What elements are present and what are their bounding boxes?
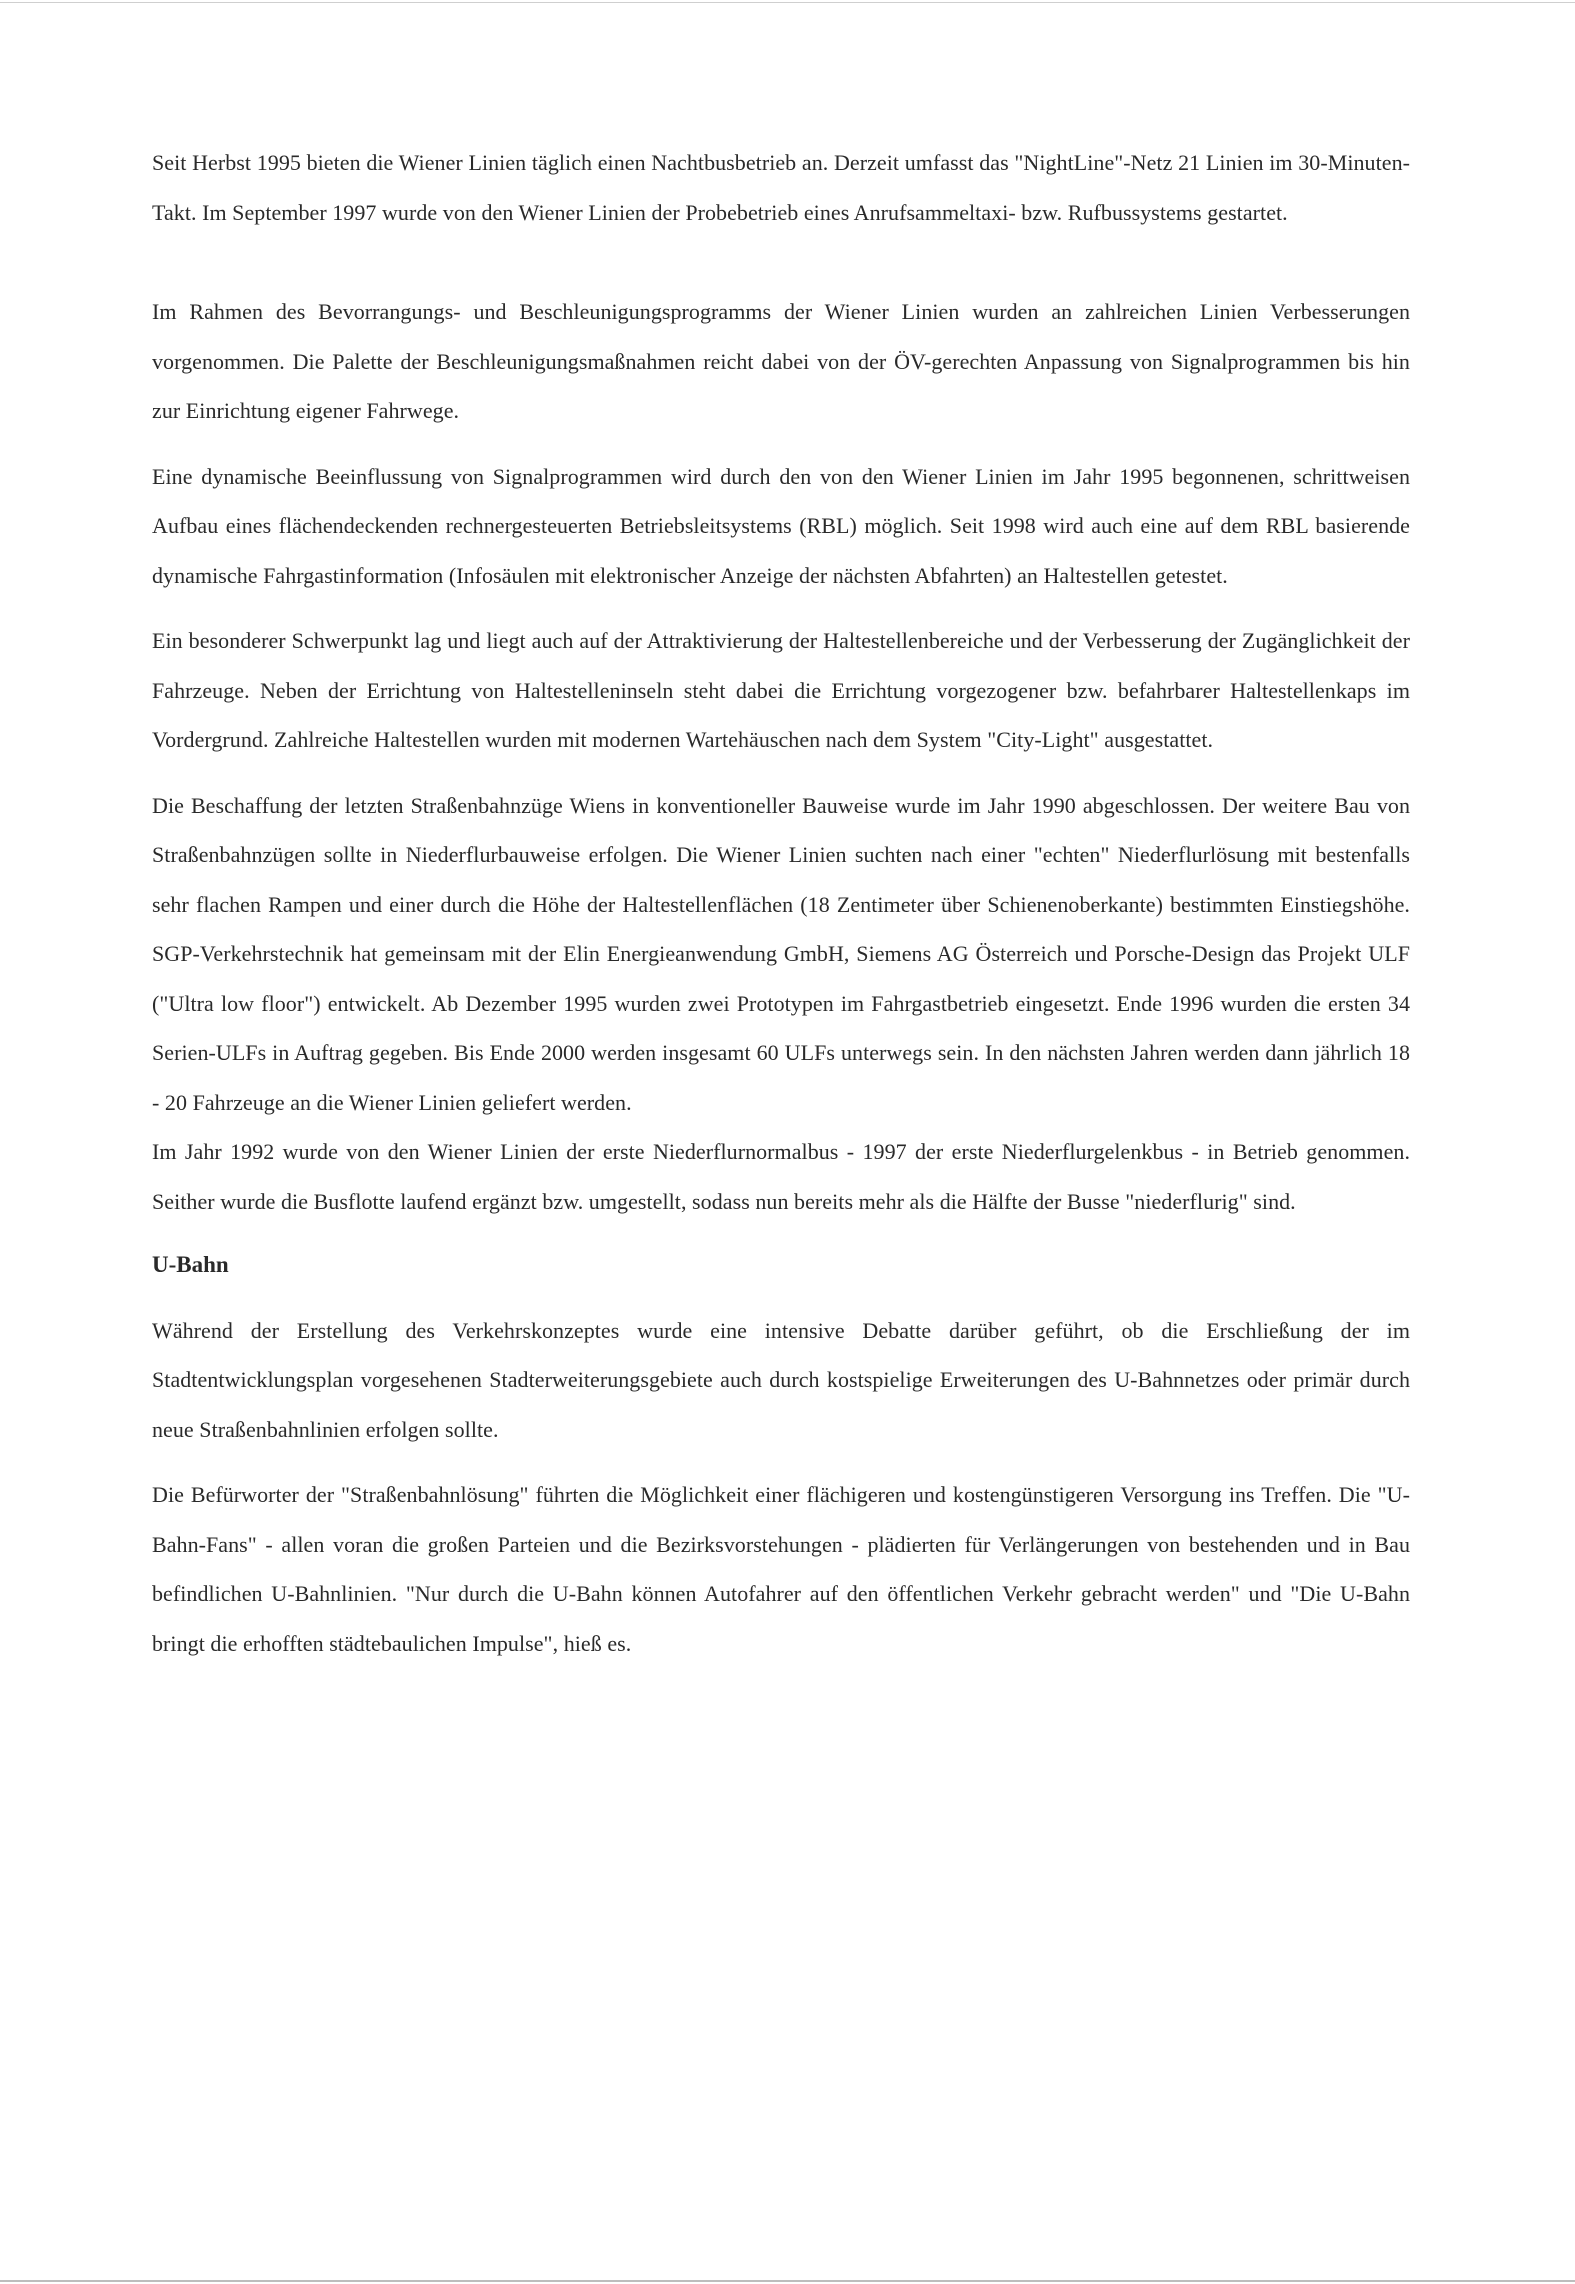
paragraph-verkehrskonzept: Während der Erstellung des Verkehrskonzeptes wurde eine intensive Debatte darüber geführt, ob die Erschließung der im Stadtentwicklungsplan vorgesehenen Stadterweiterungsgebiete auch durch kostspielige Erweiterungen des U-Bahnnetzes oder primär durch neue Straßenbahnlinien erfolgen sollte. — [152, 1317, 1410, 1442]
top-edge-rule — [0, 2, 1575, 3]
paragraph-haltestellen: Ein besonderer Schwerpunkt lag und liegt auch auf der Attraktivierung der Haltestellenbereiche und der Verbesserung der Zugänglichkeit der Fahrzeuge. Neben der Errichtung von Haltestelleninseln steht dabei die Errichtung vorgezogener bzw. befahrbarer Haltestellenkaps im Vordergrund. Zahlreiche Haltestellen wurden mit modernen Wartehäuschen nach dem System "City-Light" ausgestattet. — [152, 628, 1410, 752]
paragraph-rbl: Eine dynamische Beeinflussung von Signalprogrammen wird durch den von den Wiener Linien im Jahr 1995 begonnenen, schrittweisen Aufbau eines flächendeckenden rechnergesteuerten Betriebsleitsystems (RBL) möglich. Seit 1998 wird auch eine auf dem RBL basierende dynamische Fahrgastinformation (Infosäulen mit elektronischer Anzeige der nächsten Abfahrten) an Haltestellen getestet. — [152, 463, 1410, 588]
paragraph-nightline: Seit Herbst 1995 bieten die Wiener Linien täglich einen Nachtbusbetrieb an. Derzeit umfasst das "NightLine"-Netz 21 Linien im 30-Minuten-Takt. Im September 1997 wurde von den Wiener Linien der Probebetrieb eines Anrufsammeltaxi- bzw. Rufbussystems gestartet. — [152, 150, 1410, 225]
document-page — [152, 138, 1410, 1668]
paragraph-strassenbahnloesung: Die Befürworter der "Straßenbahnlösung" führten die Möglichkeit einer flächigeren und kostengünstigeren Versorgung ins Treffen. Die "U-Bahn-Fans" - allen voran die großen Parteien und die Bezirksvorstehungen - plädierten für Verlängerungen von bestehenden und in Bau befindlichen U-Bahnlinien. "Nur durch die U-Bahn können Autofahrer auf den öffentlichen Verkehr gebracht werden" und "Die U-Bahn bringt die erhofften städtebaulichen Impulse", hieß es. — [152, 1482, 1410, 1656]
bottom-edge-rule — [0, 2280, 1575, 2282]
paragraph-ulf: Die Beschaffung der letzten Straßenbahnzüge Wiens in konventioneller Bauweise wurde im Jahr 1990 abgeschlossen. Der weitere Bau von Straßenbahnzügen sollte in Niederflurbauweise erfolgen. Die Wiener Linien suchten nach einer "echten" Niederflurlösung mit bestenfalls sehr flachen Rampen und einer durch die Höhe der Haltestellenflächen (18 Zentimeter über Schienenoberkante) bestimmten Einstiegshöhe. SGP-Verkehrstechnik hat gemeinsam mit der Elin Energieanwendung GmbH, Siemens AG Österreich und Porsche-Design das Projekt ULF ("Ultra low floor") entwickelt. Ab Dezember 1995 wurden zwei Prototypen im Fahrgastbetrieb eingesetzt. Ende 1996 wurden die ersten 34 Serien-ULFs in Auftrag gegeben. Bis Ende 2000 werden insgesamt 60 ULFs unterwegs sein. In den nächsten Jahren werden dann jährlich 18 - 20 Fahrzeuge an die Wiener Linien geliefert werden. — [152, 792, 1410, 1115]
section-heading-ubahn: U-Bahn — [152, 1252, 229, 1277]
paragraph-beschleunigung: Im Rahmen des Bevorrangungs- und Beschleunigungsprogramms der Wiener Linien wurden an zahlreichen Linien Verbesserungen vorgenommen. Die Palette der Beschleunigungsmaßnahmen reicht dabei von der ÖV-gerechten Anpassung von Signalprogrammen bis hin zur Einrichtung eigener Fahrwege. — [152, 299, 1410, 423]
paragraph-niederflurbus: Im Jahr 1992 wurde von den Wiener Linien der erste Niederflurnormalbus - 1997 der erste Niederflurgelenkbus - in Betrieb genommen. Seither wurde die Busflotte laufend ergänzt bzw. umgestellt, sodass nun bereits mehr als die Hälfte der Busse "niederflurig" sind. — [152, 1139, 1410, 1214]
